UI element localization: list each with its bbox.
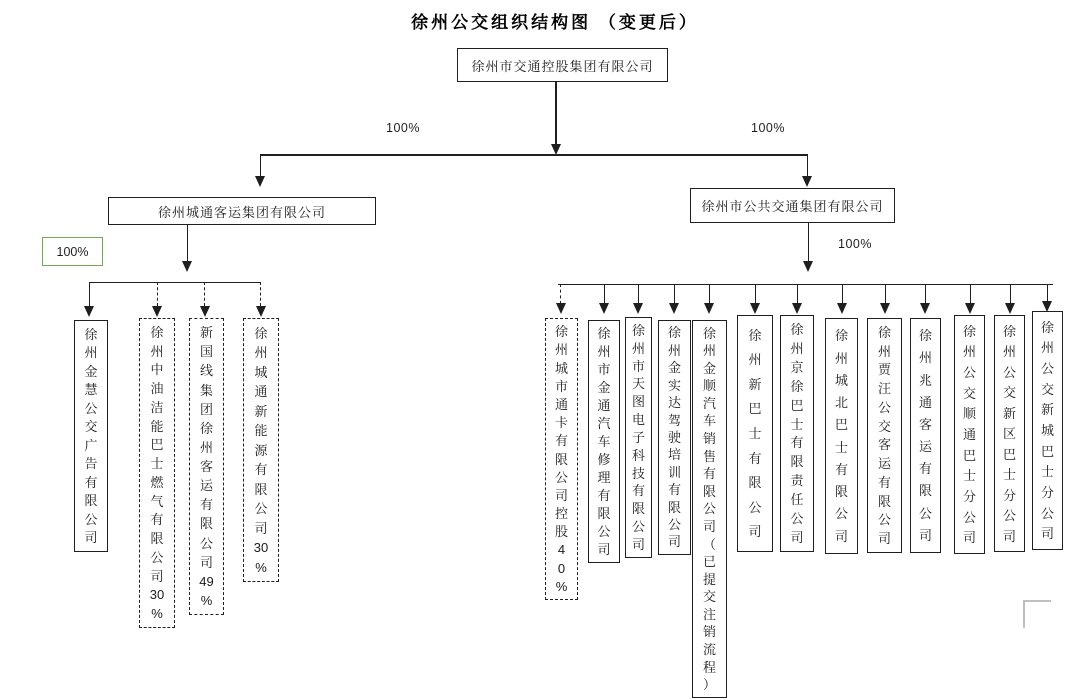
company-box: 徐 州 贾 汪 公 交 客 运 有 限 公 司 [867, 318, 902, 553]
arrowhead-right-branch [802, 176, 812, 187]
arrowhead-left-child-4 [256, 306, 266, 317]
company-box: 徐 州 城 北 巴 士 有 限 公 司 [825, 318, 858, 554]
left-sub-pct-label: 100% [56, 244, 89, 259]
page-title: 徐州公交组织结构图 （变更后） [411, 13, 699, 32]
right-branch-pct-label: 100% [751, 121, 785, 135]
arrowhead-right-child-11 [965, 303, 975, 314]
company-box: 徐 州 市 天 图 电 子 科 技 有 限 公 司 [625, 317, 652, 558]
arrowhead-left-branch [255, 176, 265, 187]
company-box: 徐 州 新 巴 士 有 限 公 司 [737, 315, 773, 552]
connector-main-rail [260, 154, 807, 156]
arrowhead-right-child-4 [669, 303, 679, 314]
connector-left-child-1 [89, 282, 91, 306]
connector-right-child-2 [604, 284, 606, 304]
connector-right-rail [558, 284, 1053, 286]
arrowhead-right-child-3 [633, 303, 643, 314]
connector-right-child-3 [638, 284, 640, 304]
connector-left-rail [89, 282, 261, 284]
arrowhead-left-child-1 [84, 306, 94, 317]
corner-mark [1023, 600, 1051, 602]
arrowhead-right-child-6 [750, 303, 760, 314]
arrowhead-right-child-12 [1005, 303, 1015, 314]
right-sub-pct-label: 100% [838, 237, 872, 251]
connector-right-child-12 [1010, 284, 1012, 304]
connector-right-child-11 [970, 284, 972, 304]
arrowhead-left-child-2 [152, 306, 162, 317]
arrowhead-left-child-3 [200, 306, 210, 317]
left-branch-pct-label: 100% [386, 121, 420, 135]
connector-right-branch [807, 154, 809, 176]
connector-right-child-1 [560, 284, 561, 304]
connector-right-group-drop [808, 223, 810, 261]
arrowhead-right-group [803, 261, 813, 272]
company-box: 徐 州 城 市 通 卡 有 限 公 司 控 股 4 0 % [545, 318, 578, 600]
connector-right-child-8 [842, 284, 844, 304]
company-box: 徐 州 金 实 达 驾 驶 培 训 有 限 公 司 [658, 320, 691, 555]
company-box: 徐 州 公 交 顺 通 巴 士 分 公 司 [954, 315, 985, 554]
root-company-label: 徐州市交通控股集团有限公司 [471, 58, 654, 74]
arrowhead-right-child-8 [837, 303, 847, 314]
company-box: 徐 州 公 交 新 城 巴 士 分 公 司 [1032, 311, 1063, 550]
connector-right-child-10 [925, 284, 927, 304]
arrowhead-right-child-2 [599, 303, 609, 314]
company-box: 徐 州 市 金 通 汽 车 修 理 有 限 公 司 [588, 320, 620, 563]
company-box: 徐 州 金 慧 公 交 广 告 有 限 公 司 [74, 320, 108, 552]
arrowhead-right-child-10 [920, 303, 930, 314]
company-box: 徐 州 兆 通 客 运 有 限 公 司 [910, 318, 941, 553]
arrowhead-right-child-9 [880, 303, 890, 314]
arrowhead-right-child-7 [792, 303, 802, 314]
left-sub-pct-box [42, 237, 103, 266]
connector-left-child-4 [260, 282, 261, 306]
company-box: 徐 州 公 交 新 区 巴 士 分 公 司 [994, 315, 1025, 552]
connector-right-child-7 [797, 284, 799, 304]
right-group-company-label: 徐州市公共交通集团有限公司 [701, 199, 884, 214]
company-box: 徐 州 金 顺 汽 车 销 售 有 限 公 司 （ 已 提 交 注 销 流 程 ） [692, 320, 727, 698]
arrowhead-left-group [182, 261, 192, 272]
arrowhead-right-child-5 [704, 303, 714, 314]
company-box: 徐 州 京 徐 巴 士 有 限 责 任 公 司 [780, 315, 814, 552]
connector-right-child-9 [885, 284, 887, 304]
company-box: 徐 州 中 油 洁 能 巴 士 燃 气 有 限 公 司 30 % [139, 318, 175, 628]
connector-right-child-13 [1047, 284, 1049, 302]
connector-left-group-drop [187, 225, 189, 261]
root-company-box [457, 48, 668, 82]
left-group-company-label: 徐州城通客运集团有限公司 [157, 204, 326, 220]
right-group-company-box [690, 188, 895, 223]
connector-right-child-4 [674, 284, 676, 304]
connector-left-branch [260, 154, 262, 176]
connector-left-child-2 [157, 282, 158, 306]
arrowhead-right-child-1 [556, 303, 566, 314]
company-box: 新 国 线 集 团 徐 州 客 运 有 限 公 司 49 % [189, 318, 224, 615]
connector-right-child-6 [755, 284, 757, 304]
connector-right-child-5 [709, 284, 711, 304]
connector-left-child-3 [204, 282, 205, 306]
left-group-company-box [108, 197, 376, 225]
corner-mark [1023, 600, 1025, 628]
company-box: 徐 州 城 通 新 能 源 有 限 公 司 30 % [243, 318, 279, 582]
connector-root-drop [555, 82, 557, 145]
